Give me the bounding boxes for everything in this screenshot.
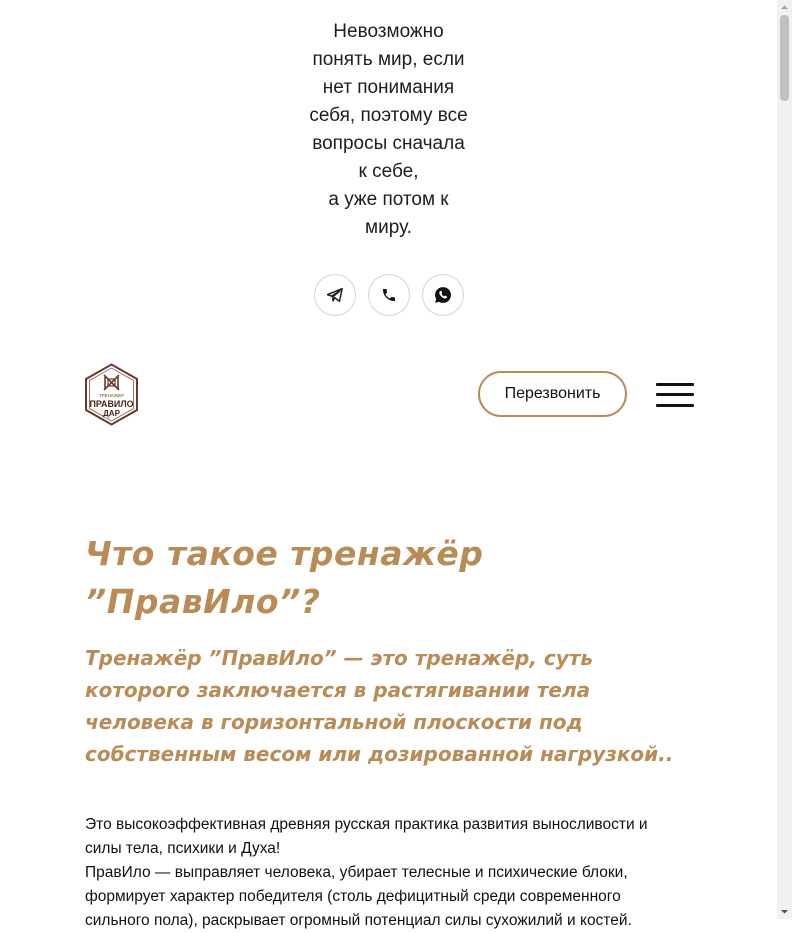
- quote-line: к себе,: [358, 161, 419, 182]
- telegram-link[interactable]: [314, 274, 356, 316]
- scrollbar[interactable]: [777, 0, 792, 919]
- logo-top-text: ПРАВИЛО: [89, 399, 134, 409]
- quote-line: вопросы сначала: [312, 133, 465, 154]
- body-text: [85, 813, 685, 933]
- paragraph: Это высокоэффективная древняя русская практика развития выносливости и силы тела, психики и Духа!: [85, 816, 648, 857]
- scroll-down-icon[interactable]: [777, 904, 792, 919]
- page-subtitle: Тренажёр ”ПравИло” — это тренажёр, суть которого заключается в растягивании тела человека в горизонтальной плоскости под собственным весом или дозированной нагрузкой..: [85, 646, 674, 766]
- quote-line: себя, поэтому все: [309, 105, 468, 126]
- whatsapp-icon: [433, 285, 453, 305]
- quote-line: понять мир, если: [312, 49, 465, 70]
- scroll-up-icon[interactable]: [777, 0, 792, 15]
- phone-link[interactable]: [368, 274, 410, 316]
- page-title: Что такое тренажёр ”ПравИло”?: [85, 534, 484, 621]
- quote-line: Невозможно: [333, 21, 444, 42]
- quote-line: нет понимания: [322, 77, 455, 98]
- whatsapp-link[interactable]: [422, 274, 464, 316]
- scrollbar-thumb[interactable]: [780, 15, 789, 101]
- logo[interactable]: [84, 363, 139, 426]
- quote: [0, 18, 777, 242]
- callback-button[interactable]: Перезвонить: [478, 371, 627, 417]
- quote-line: миру.: [365, 217, 412, 238]
- logo-small-text: ТРЕНАЖЕР: [98, 393, 125, 398]
- phone-icon: [381, 287, 397, 303]
- paragraph: ПравИло — выправляет человека, убирает телесные и психические блоки, формирует характер победителя (столь дефицитный среди современного сильного пола), раскрывает огромный потенциал силы сухожилий и костей.: [85, 864, 632, 929]
- quote-line: а уже потом к: [328, 189, 449, 210]
- logo-middle-text: ДАР: [103, 409, 120, 418]
- telegram-icon: [326, 286, 344, 304]
- menu-icon[interactable]: [656, 383, 694, 407]
- social-links: [314, 274, 464, 316]
